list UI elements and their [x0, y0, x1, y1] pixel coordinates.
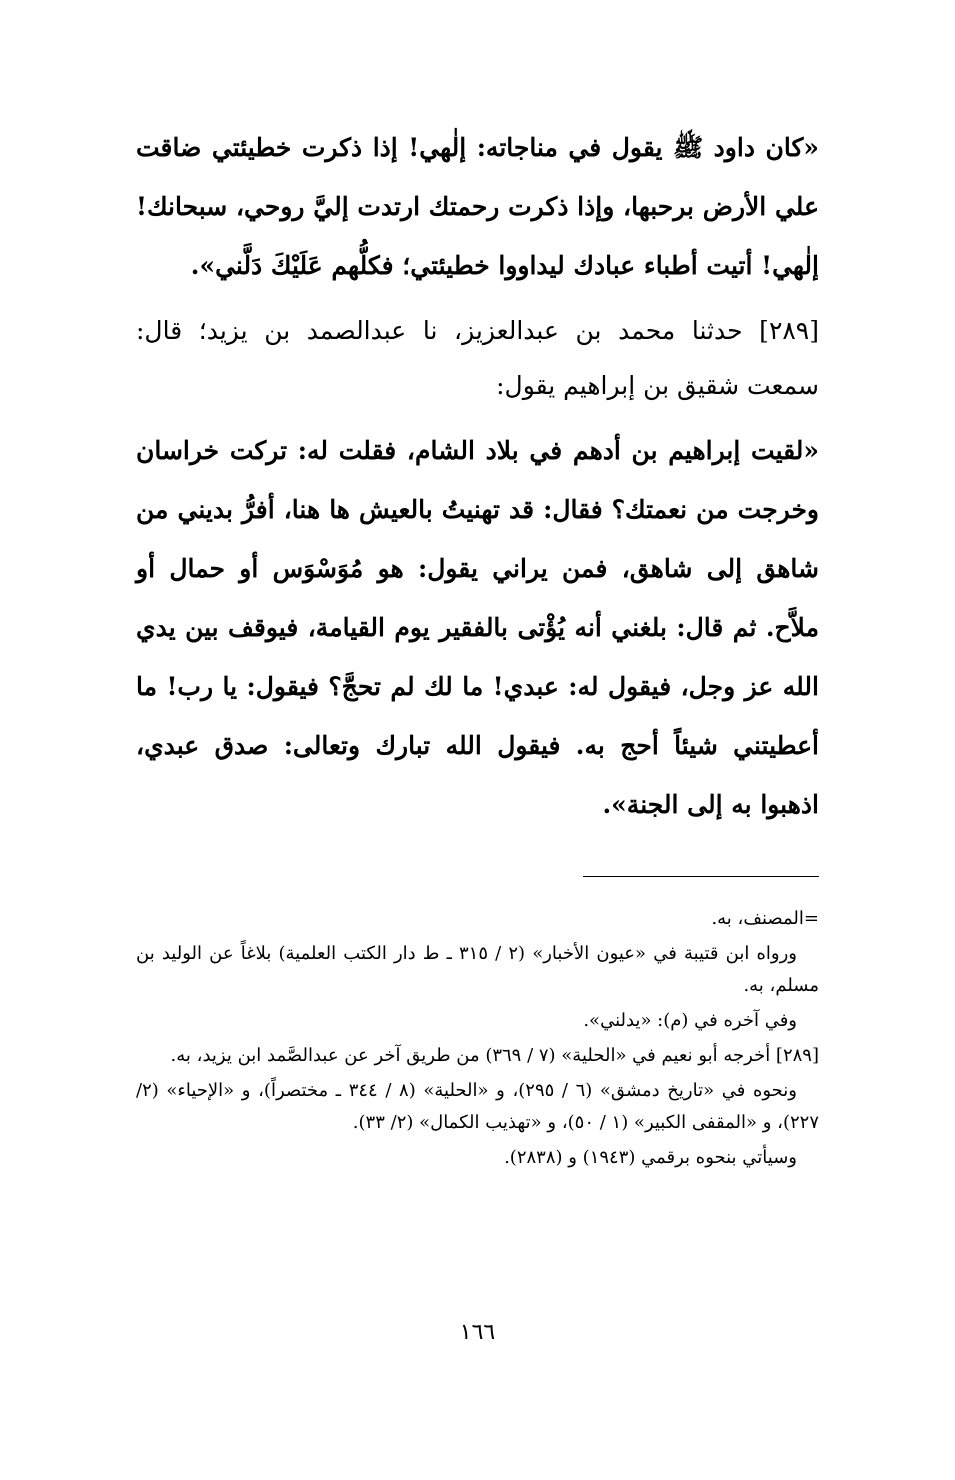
- footnote-ibn-qutayba: ورواه ابن قتيبة في «عيون الأخبار» (٢ / ٣١٥ ـ ط دار الكتب العلمية) بلاغاً عن الوليد بن مسلم، به.: [136, 943, 819, 996]
- ibrahim-ibn-adham-paragraph: «لقيت إبراهيم بن أدهم في بلاد الشام، فقلت له: تركت خراسان وخرجت من نعمتك؟ فقال: قد تهنيتُ بالعيش ها هنا، أفرُّ بديني من شاهق إلى شاهق، فمن يراني يقول: هو مُوَسْوَس أو حمال أو ملاَّح. ثم قال: بلغني أنه يُؤْتى بالفقير يوم القيامة، فيوقف بين يدي الله عز وجل، فيقول له: عبدي! ما لك لم تحجَّ؟ فيقول: يا رب! ما أعطيتني شيئاً أحج به. فيقول الله تبارك وتعالى: صدق عبدي، اذهبوا به إلى الجنة».: [136, 436, 819, 819]
- footnote-289-hilya: [٢٨٩] أخرجه أبو نعيم في «الحلية» (٧ / ٣٦٩) من طريق آخر عن عبدالصَّمد ابن يزيد، به.: [170, 1045, 819, 1066]
- main-text: [136, 118, 819, 842]
- footnote-manuscript-variant: وفي آخره في (م): «يدلني».: [583, 1010, 797, 1031]
- footnote-cross-reference: وسيأتي بنحوه برقمي (١٩٤٣) و (٢٨٣٨).: [504, 1147, 797, 1168]
- footnote-continuation: =المصنف، به.: [711, 908, 819, 929]
- footnote-similar-sources: ونحوه في «تاريخ دمشق» (٦ / ٢٩٥)، و «الحلية» (٨ / ٣٤٤ ـ مختصراً)، و «الإحياء» (٢/ ٢٢٧)، و «المقفى الكبير» (١ / ٥٠)، و «تهذيب الكمال» (٢/ ٣٣).: [136, 1080, 819, 1133]
- page-number: ١٦٦: [459, 1320, 496, 1345]
- footnote-divider: [583, 876, 819, 877]
- dawud-supplication-paragraph: «كان داود ﷺ يقول في مناجاته: إلٰهي! إذا ذكرت خطيئتي ضاقت علي الأرض برحبها، وإذا ذكرت رحمتك ارتدت إليَّ روحي، سبحانك! إلٰهي! أتيت أطباء عبادك ليداووا خطيئتي؛ فكلُّهم عَلَيْكَ دَلَّني».: [136, 133, 819, 280]
- isnad-289-paragraph: [٢٨٩] حدثنا محمد بن عبدالعزيز، نا عبدالصمد بن يزيد؛ قال: سمعت شقيق بن إبراهيم يقول:: [136, 316, 819, 400]
- footnotes: [136, 903, 819, 1177]
